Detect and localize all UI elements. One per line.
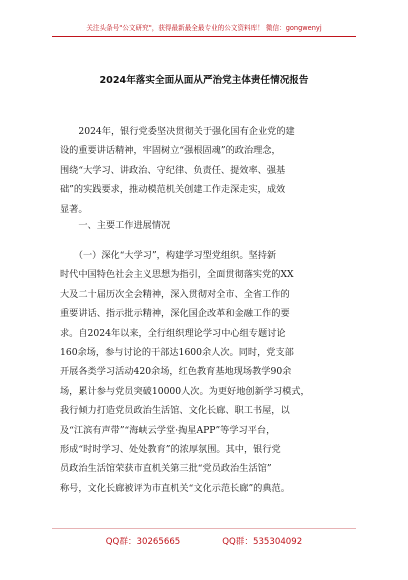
text-line: 场，累计参与党员突破10000人次。为更好地创新学习模式， — [60, 385, 310, 397]
heading-text: 一、主要工作进展情况 — [60, 220, 171, 231]
text-line: 围绕“大学习、讲政治、守纪律、负责任、提效率、强基 — [60, 164, 286, 176]
text-line: （一）深化“大学习”，构建学习型党组织。坚持新 — [60, 250, 277, 261]
section-heading — [60, 216, 352, 235]
header-banner: 关注头条号"公文研究"，获得最新最全最专业的公文资料库！ 微信：gongwenyj — [86, 24, 322, 32]
text-line: 及“江滨有声带”“海峡云学堂·掏星APP”等学习平台， — [60, 424, 276, 436]
qq-group-1: QQ群：30265665 — [105, 537, 181, 547]
text-line: 设的重要讲话精神，牢固树立“强根固魂”的政治理念， — [60, 145, 281, 157]
qq-group-2: QQ群：535304092 — [222, 537, 303, 547]
text-line: 重要讲话、指示批示精神，深化国企改革和金融工作的要 — [60, 308, 290, 320]
footer — [0, 535, 408, 547]
footer-divider — [52, 528, 356, 529]
text-line: 础”的实践要求，推动模范机关创建工作走深走实，成效 — [60, 184, 286, 196]
text-line: 形成“时时学习、处处教育”的浓厚氛围。其中，银行党 — [60, 444, 281, 456]
text-line: 2024年，银行党委坚决贯彻关于强化国有企业党的建 — [60, 126, 295, 137]
text-line: 160余场，参与讨论的干部达1600余人次。同时，党支部 — [60, 347, 294, 359]
text-line: 开展各类学习活动420余场，红色教育基地现场教学90余 — [60, 366, 292, 378]
document-title: 2024年落实全面从面从严治党主体责任情况报告 — [99, 75, 309, 86]
paragraph-intro — [60, 122, 352, 219]
text-line: 称号，文化长廊被评为市直机关“文化示范长廊”的典范。 — [60, 482, 290, 494]
text-line: 求。自2024年以来，全行组织理论学习中心组专题讨论 — [60, 327, 286, 339]
paragraph-study — [60, 246, 352, 498]
text-line: 大及二十届历次全会精神，深入贯彻对全市、全省工作的 — [60, 288, 290, 300]
text-line: 员政治生活馆荣获市直机关第三批“党员政治生活馆” — [60, 463, 272, 475]
text-line: 时代中国特色社会主义思想为指引，全面贯彻落实党的XX — [60, 269, 294, 281]
text-line: 显著。 — [60, 203, 88, 215]
text-line: 我行倾力打造党员政治生活馆、文化长廊、职工书屋，以 — [60, 405, 290, 417]
header-divider — [52, 36, 356, 37]
